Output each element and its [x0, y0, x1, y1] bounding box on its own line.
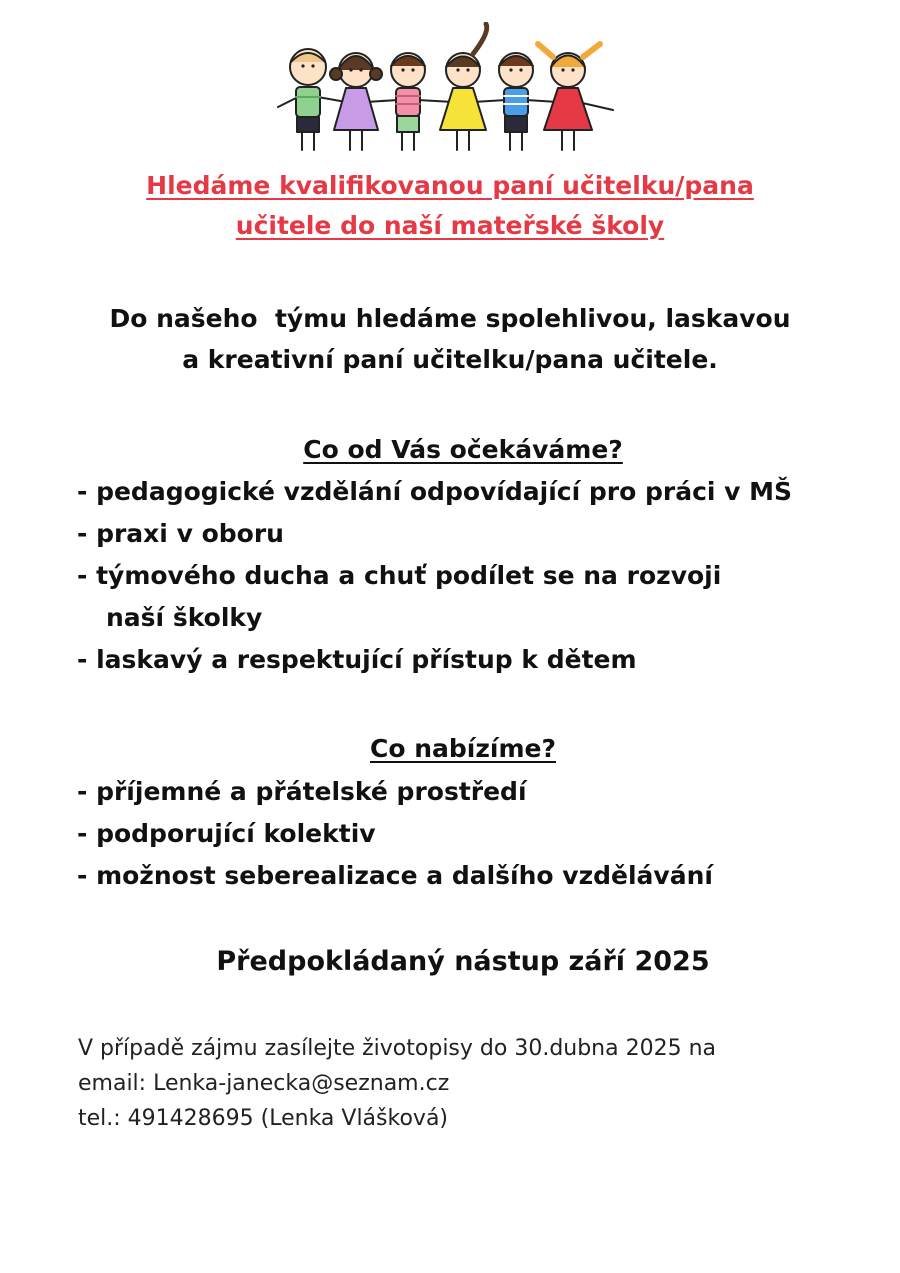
- contact-line-1: V případě zájmu zasílejte životopisy do 30.dubna 2025 na: [78, 1036, 717, 1061]
- list-item: - příjemné a přátelské prostředí: [77, 777, 527, 806]
- list-item: - pedagogické vzdělání odpovídající pro práci v MŠ: [77, 477, 793, 506]
- page-title: [0, 166, 900, 246]
- offer-heading: Co nabízíme?: [370, 734, 556, 763]
- intro-line-2: a kreativní paní učitelku/pana učitele.: [182, 345, 718, 374]
- contact-info: [78, 1031, 716, 1136]
- list-item: - laskavý a respektující přístup k dětem: [77, 645, 637, 674]
- list-item: - týmového ducha a chuť podílet se na rozvoji: [77, 561, 722, 590]
- list-item: - praxi v oboru: [77, 519, 284, 548]
- list-item: - podporující kolektiv: [77, 819, 376, 848]
- intro-line-1: Do našeho týmu hledáme spolehlivou, laskavou: [109, 304, 791, 333]
- contact-email[interactable]: email: Lenka-janecka@seznam.cz: [78, 1071, 450, 1096]
- children-holding-hands-illustration: [268, 22, 628, 157]
- list-item: - možnost seberealizace a dalšího vzdělávání: [77, 861, 713, 890]
- contact-phone[interactable]: tel.: 491428695 (Lenka Vlášková): [78, 1106, 449, 1131]
- expectations-list: [77, 471, 792, 681]
- title-line-1: Hledáme kvalifikovanou paní učitelku/pana: [146, 171, 754, 200]
- expectations-heading: Co od Vás očekáváme?: [303, 435, 623, 464]
- intro-text: [0, 298, 900, 380]
- title-line-2: učitele do naší mateřské školy: [235, 211, 665, 240]
- start-date: Předpokládaný nástup září 2025: [216, 946, 710, 977]
- offer-list: [77, 771, 713, 897]
- list-item-continuation: naší školky: [106, 603, 263, 632]
